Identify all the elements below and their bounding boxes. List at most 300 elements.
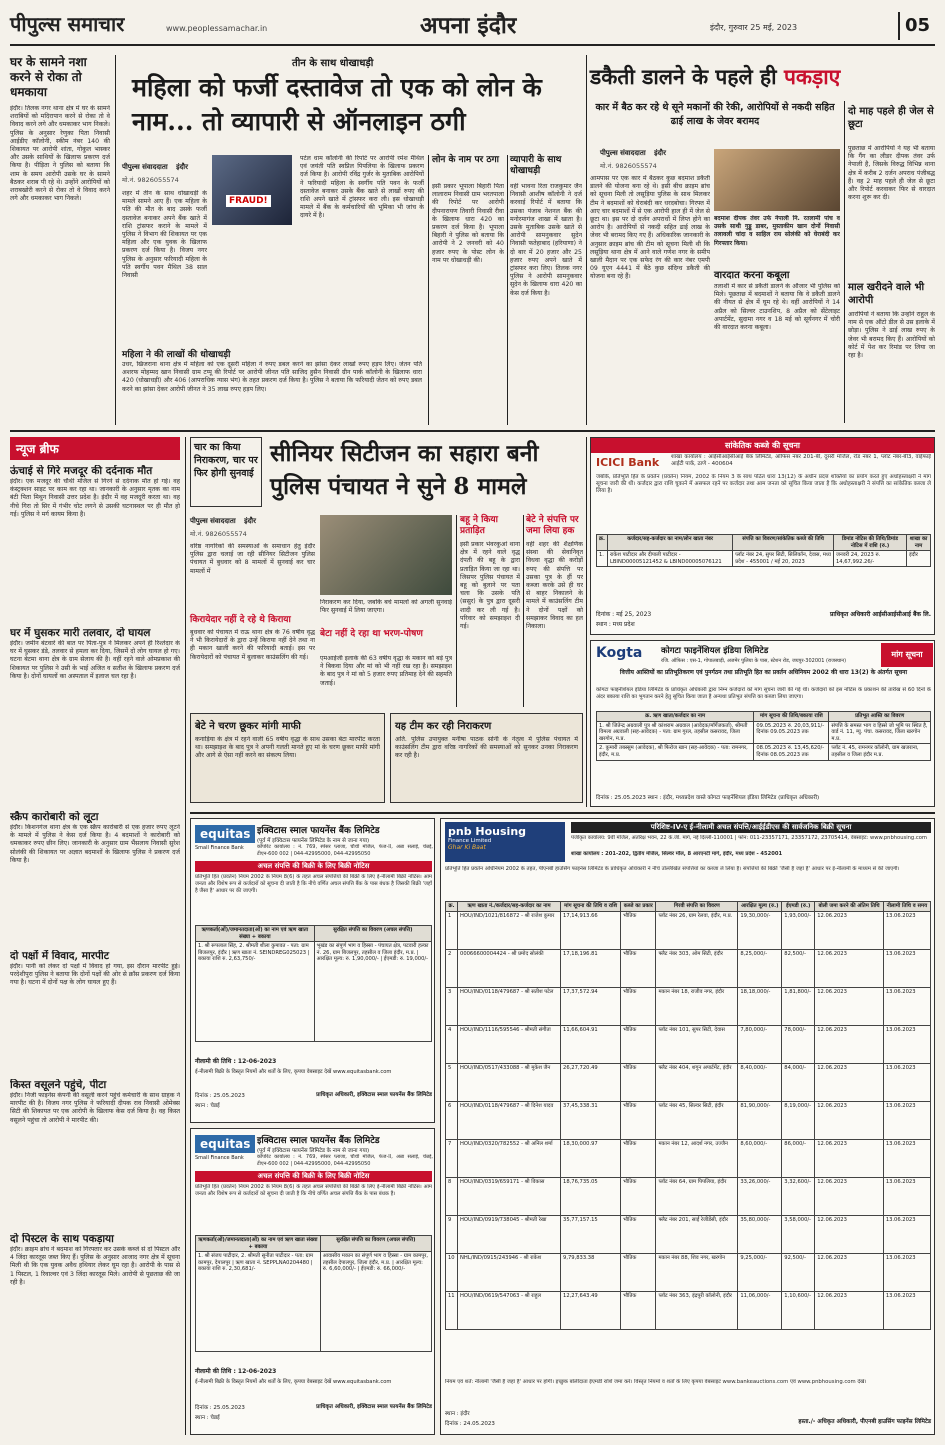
brief-body: इंदौर। क्राइम ब्रांच ने बदमाश को गिरफ्तार कर उसके कब्जे से दो पिस्टल और 4 जिंदा कारतूस जब्त किए हैं। पुलिस के अनुसार आजाद नगर क्षेत्र में सूचना मिली थी कि एक युवक अवैध हथियार लेकर घूम रहा है। आरोपी के पास से 1 पिस्टल, 1 रिवाल्वर एवं 3 जिंदा कारतूस मिले। आरोपी से पूछताछ की जा रही है। bbox=[10, 1246, 180, 1286]
brand-sub: Finance Limited bbox=[448, 838, 492, 844]
ad-title: अचल संपत्ति की बिक्री के लिए बिक्री नोटिस bbox=[195, 1171, 432, 1182]
ad-table bbox=[596, 534, 931, 567]
side-head: दो माह पहले ही जेल से छूटा bbox=[848, 106, 934, 130]
cell: भौतिक bbox=[621, 1139, 656, 1177]
ad-place: स्थान : चेन्नई bbox=[195, 1415, 220, 1421]
cell: 13.06.2023 bbox=[883, 911, 930, 949]
c4-head: व्यापारी के साथ धोखाधड़ी bbox=[510, 155, 562, 176]
sub-head: वारदात करना कबूला bbox=[714, 270, 790, 281]
col-header: नीलामी तिथि व समय bbox=[883, 902, 930, 912]
cell: 1. श्री जितेन्द्र अग्रवाली पुत्र श्री कांशराम अग्रवाल (आवेदक/मॉर्गेजकर्ता), श्रीमती विमला अग्रवाली (सह-आवेदक) - पता: ग्राम गुरल, तहसील कसरावद, जिला खरगोन, म.प्र. bbox=[597, 721, 754, 744]
cell: प्लॉट नंबर 363, इंद्रपुरी कॉलोनी, इंदौर bbox=[656, 1291, 738, 1329]
notice: प्रतिभूति हित (प्रवर्तन) नियम 2002 के नियम 8(6) के तहत अचल संपत्तियों की बिक्री के लिए ई-नीलामी बिक्री नोटिस। आम जनता और विशेष रूप से कर्जदारों को सूचना दी जाती है कि नीचे वर्णित अचल संपत्ति बैंक के पास बंधक है जिसकी बिक्री 'जहाँ है जैसा है' आधार पर की जाएगी। bbox=[195, 874, 432, 894]
brief-headline: घर में घुसकर मारी तलवार, दो घायल bbox=[10, 627, 151, 639]
cell: 35,77,157.15 bbox=[561, 1215, 621, 1253]
cell: HOU/IND/0619/547063 - श्री राहुल bbox=[458, 1291, 561, 1329]
byline-mobile: मो.नं. 9826055574 bbox=[190, 530, 247, 538]
box-body: कनाड़िया के क्षेत्र में रहने वाली 65 वर्षीय वृद्धा के साथ उसका बेटा मारपीट करता था। समझाइश के बाद पुत्र ने अपनी गलती मानते हुए मां के चरण छूकर माफी मांगी और आगे से ऐसा नहीं करने का संकल्प लिया। bbox=[195, 736, 380, 760]
brand-logo: pnb Housing bbox=[448, 825, 527, 838]
cell: 2. कुमारी तबस्सुम (आवेदक), श्री फिरोज खान (सह-आवेदक) - पता: रामनगर, इंदौर, म.प्र. bbox=[597, 744, 754, 760]
ad-sign: हस्ता./- अधिकृत अधिकारी, पीएनबी हाउसिंग फाइनेंस लिमिटेड bbox=[798, 1419, 931, 1425]
brand-sub: Small Finance Bank bbox=[195, 1155, 244, 1161]
masthead bbox=[10, 8, 935, 46]
cell: NHL/IND/0915/243946 - श्री राकेश bbox=[458, 1253, 561, 1291]
brief-item bbox=[10, 627, 180, 807]
cell: 13.06.2023 bbox=[883, 1139, 930, 1177]
cell: 33,26,000/- bbox=[738, 1177, 782, 1215]
brand-logo: equitas bbox=[195, 1135, 255, 1153]
terms: नियम एवं शर्तें: नीलामी 'जैसी है जहां है' आधार पर होगी। इच्छुक बोलीदाता ईएमडी राशि जमा करें। विस्तृत नियमों व शर्तों के लिए कृपया वेबसाइट www.bankeauctions.com एवं www.pnbhousing.com देखें। bbox=[445, 1379, 867, 1385]
col-divider bbox=[586, 437, 587, 807]
col-divider bbox=[844, 101, 845, 423]
cell: 18,76,735.05 bbox=[561, 1177, 621, 1215]
table-row bbox=[597, 744, 931, 760]
table-row bbox=[446, 1253, 931, 1291]
cell: 86,000/- bbox=[782, 1139, 815, 1177]
cell: 8,60,000/- bbox=[738, 1139, 782, 1177]
regd-office: पंजीकृत कार्यालय: 9वीं मंजिल, अंतरिक्ष भवन, 22 के.जी. मार्ग, नई दिल्ली-110001 | फोन: 011-23357171, 23357172, 23705414, वेबसाइट: www.pnbhousing.com bbox=[571, 835, 927, 841]
col-header: क्र. ऋण खाता/कर्जदार का नाम bbox=[597, 712, 754, 722]
byline bbox=[600, 149, 666, 158]
col-header: शाखा का नाम bbox=[907, 535, 931, 551]
cell: 11 bbox=[446, 1291, 458, 1329]
branch-office: शाखा कार्यालय : 201-202, द्वितीय मंजिल, सिल्वर मॉल, 8 आरएनटी मार्ग, इंदौर, मध्य प्रदेश - 452001 bbox=[571, 851, 783, 857]
ad-title: अचल संपत्ति की बिक्री के लिए बिक्री नोटिस bbox=[195, 861, 432, 872]
ad-kogta bbox=[590, 640, 935, 807]
cell: 10 bbox=[446, 1253, 458, 1291]
cell: भौतिक bbox=[621, 1177, 656, 1215]
brief-headline: दो पक्षों में विवाद, मारपीट bbox=[10, 950, 110, 962]
box-team bbox=[390, 713, 583, 803]
pnb-table bbox=[445, 901, 931, 1330]
masthead-website[interactable]: www.peoplessamachar.in bbox=[166, 24, 268, 33]
deck: कार में बैठ कर रहे थे सूने मकानों की रेकी, आरोपियों से नकदी सहित ढाई लाख के जेवर बरामद bbox=[595, 102, 835, 127]
byline-mobile: मो.नं. 9826055574 bbox=[600, 162, 657, 170]
sub-body: उधर, खिजराना थाना क्षेत्र में महिला को एक दूसरी महिला ने रुपए डबल करने का झांसा देकर लाखों रुपए हड़प लिए। जेतन पति अशरफ मोहम्मद खान निवासी ग्राम टप्पू की रिपोर्ट पर आरोपी जीनत पति साजिद हुसैन निवासी ग्रीन पार्क कॉलोनी के खिलाफ धारा 420 (धोखाधड़ी) और 406 (आपराधिक न्यास भंग) के तहत प्रकरण दर्ज किया है। पुलिस ने बताया कि फरियादी जेतन को रुपए डबल करने का झांसा देकर आरोपी जीनत ने 35 लाख रुपए हड़प लिए। bbox=[122, 361, 422, 393]
notice: कोगटा फाइनेंशियल इंडिया लिमिटेड के प्राधिकृत अधिकारी द्वारा निम्न कर्जदारों को मांग सूचना जारी की गई थी। कर्जदारों को इस नोटिस के प्रकाशन की तारीख से 60 दिनों के अंदर बकाया राशि का भुगतान करने हेतु सूचित किया जाता है अन्यथा प्रतिभूत संपत्ति का कब्जा लिया जाएगा। bbox=[596, 687, 931, 700]
photo-label: FRAUD! bbox=[226, 195, 271, 207]
cell: प्लॉट नंबर 101, सुपर सिटी, देवास bbox=[656, 1025, 738, 1063]
ad-date: दिनांक : 25.05.2023 bbox=[195, 1093, 245, 1099]
table-row bbox=[446, 987, 931, 1025]
cell: 1,93,000/- bbox=[782, 911, 815, 949]
table-row bbox=[196, 942, 432, 1042]
brand-logo: ICICI Bank bbox=[596, 456, 660, 469]
cell: प्लॉट नंबर 24, सुपर सिटी, सिलिकॉन, देवास, मध्य प्रदेश - 455001 / मई 20, 2023 bbox=[733, 551, 834, 567]
cell: 19,30,000/- bbox=[738, 911, 782, 949]
cell: HOU/IND/0118/479687 - श्री सतीश पटेल bbox=[458, 987, 561, 1025]
photo-caption: बदमाश दीपक तंवर उर्फ नेपाली नि. रतलामी पांच व उसके साथी गुड्डू डाबर, मुस्ताकीम खान दोनों निवासी तलावली चांदा व साहिल राय सोलंकी को घेराबंदी कर गिरफ्तार किया। bbox=[714, 215, 840, 247]
news-brief-title: न्यूज ब्रीफ bbox=[10, 437, 180, 460]
formerly: (पूर्व में इक्विटास फायनेंस लिमिटेड के नाम से जाना गया) bbox=[257, 838, 370, 844]
cell: भौतिक bbox=[621, 1291, 656, 1329]
brief-body: इंदौर। एक मजदूर की चौथी मंजिल से गिरने से दर्दनाक मौत हो गई। वह कंस्ट्रक्शन साइट पर काम कर रहा था। जानकारी के अनुसार मृतक का नाम बंटी पिता मिथुन निवासी उत्तर प्रदेश है। इंदौर में वह मजदूरी करता था। वह नीचे गिरा तो सिर में गंभीर चोट लगने से उसकी घटनास्थल पर ही मौत हो गई। पुलिस ने मर्ग कायम किया है। bbox=[10, 478, 180, 518]
ad-sign: प्राधिकृत अधिकारी, इक्विटास स्माल फायनेंस बैंक लिमिटेड bbox=[316, 1404, 432, 1410]
h-beta: बेटे ने संपत्ति पर जमा लिया हक bbox=[526, 515, 579, 536]
cell: 78,000/- bbox=[782, 1025, 815, 1063]
col-divider bbox=[456, 515, 457, 707]
company-name: कोगटा फाइनेंशियल इंडिया लिमिटेड bbox=[661, 646, 769, 656]
cell: 92,500/- bbox=[782, 1253, 815, 1291]
cell: फ्लैट नंबर 404, शगुन अपार्टमेंट, इंदौर bbox=[656, 1063, 738, 1101]
ad-place: स्थान : मध्य प्रदेश bbox=[596, 621, 635, 628]
cell: फ्लैट नंबर 201, साईं रेजीडेंसी, इंदौर bbox=[656, 1215, 738, 1253]
b-maint: एमआईजी इलाके की 63 वर्षीय वृद्धा के मकान को बड़े पुत्र ने बिकवा दिया और मां को भी नहीं रख रहा है। समझाइश के बाद पुत्र ने मां को 5 हजार रुपए प्रतिमाह देने की सहमति जताई। bbox=[320, 655, 452, 687]
ad-table bbox=[596, 711, 931, 761]
brand-block bbox=[445, 822, 565, 862]
cell: 17,14,913.66 bbox=[561, 911, 621, 949]
c3-body: इसी प्रकार भूपाला बिहारी पिता लालाराम निवासी ग्राम भरतपाला की रिपोर्ट पर आरोपी दीपनारायण तिवारी निवासी रीवा के खिलाफ धारा 420 का प्रकरण दर्ज किया है। भूपाला बिहारी ने पुलिस को बताया कि आरोपी ने 2 जनवरी को 40 हजार रुपए के पोस्ट लोन के नाम पर धोखाधड़ी की। bbox=[432, 183, 504, 264]
section-rule bbox=[190, 812, 935, 814]
ad-place: स्थान : इंदौर bbox=[445, 1411, 470, 1417]
cell: 5 bbox=[446, 1063, 458, 1101]
cell: 2 bbox=[446, 949, 458, 987]
cell: HOU/IND/0517/433088 - श्री मुकेश जैन bbox=[458, 1063, 561, 1101]
col-header: ईएमडी (रु.) bbox=[782, 902, 815, 912]
col-header: मांग सूचना की तिथि/बकाया राशि bbox=[754, 712, 829, 722]
ad-url[interactable]: ई-नीलामी बिक्री के विस्तृत नियमों और शर्तों के लिए, कृपया वेबसाइट देखें www.equitasbank.com bbox=[195, 1379, 392, 1385]
box-head: यह टीम कर रही निराकरण bbox=[395, 721, 492, 732]
formerly: (पूर्व में इक्विटास फायनेंस लिमिटेड के नाम से जाना गया) bbox=[257, 1148, 370, 1154]
ad-date: दिनांक : मई 25, 2023 bbox=[596, 611, 652, 618]
b-bahu: इसी प्रकार भंवरकुआं थाना क्षेत्र में रहने वाले वृद्ध दंपती की बहू के द्वारा प्रताड़ित किया जा रहा था। जिसपर पुलिस पंचायत में बहू को बुलाने पर पता चला कि उसके पति (ससुर) के पुत्र द्वारा दूसरी शादी कर ली गई है। परिवार को समझाइश दी गई। bbox=[460, 541, 520, 631]
cell: 12.06.2023 bbox=[815, 1139, 884, 1177]
cell: 13.06.2023 bbox=[883, 1063, 930, 1101]
b-rent: बुधवार को पंचायत में राऊ थाना क्षेत्र के 76 वर्षीय वृद्ध ने भी किरायेदारों के द्वारा उन्हें किराया नहीं देने तथा ना ही मकान खाली करने की फरियादी बताई। इस पर किरायेदारों को पंचायत में बुलाकर काउंसलिंग की गई। bbox=[190, 629, 315, 661]
headline: घर के सामने नशा करने से रोका तो धमकाया bbox=[10, 55, 87, 99]
cell: 12.06.2023 bbox=[815, 987, 884, 1025]
ad-place: स्थान : चेन्नई bbox=[195, 1103, 220, 1109]
ad-title: वित्तीय आस्तियों का प्रतिभूतिकरण एवं पुनर्गठन तथा प्रतिभूति हित का प्रवर्तन अधिनियम 2002 की धारा 13(2) के अंतर्गत सूचना bbox=[619, 669, 908, 676]
table-row bbox=[446, 1063, 931, 1101]
ad-table-wrap bbox=[596, 534, 931, 567]
cell: 12.06.2023 bbox=[815, 1215, 884, 1253]
brief-item bbox=[10, 1079, 180, 1229]
c4-body: वहीं भावना रिता राजकुमार जैन निवासी आशीष कॉलोनी ने दर्ज करवाई रिपोर्ट में बताया कि उसका पंजाब नेशनल बैंक की मनोरमागंज शाखा में खाता है। उसके मुताबिक उसके खाते से आरोपी सामनुकवार सुदेन निवासी फतेहाबाद (हरियाणा) ने दो बार में 20 हजार और 25 हजार रुपए अपने खाते में ट्रांसफर करा लिए। तिलक नगर पुलिस ने आरोपी सामनुकवार सुदेन के खिलाफ धारा 420 का केस दर्ज किया है। bbox=[510, 183, 582, 297]
table-row bbox=[446, 1025, 931, 1063]
col-header: कब्जे का प्रकार bbox=[621, 902, 656, 912]
cell: 84,000/- bbox=[782, 1063, 815, 1101]
table-row bbox=[446, 911, 931, 949]
ad-table-wrap bbox=[195, 1235, 432, 1352]
ad-table-wrap bbox=[195, 925, 432, 1042]
cell: 37,45,338.31 bbox=[561, 1101, 621, 1139]
col-divider bbox=[185, 437, 186, 1435]
headline-accent: पकड़ाए bbox=[783, 64, 841, 89]
h-maint: बेटा नहीं दे रहा था भरण-पोषण bbox=[320, 629, 423, 639]
news-brief bbox=[10, 437, 180, 1435]
cell: भौतिक bbox=[621, 1063, 656, 1101]
col-header: मांग सूचना की तिथि व राशि bbox=[561, 902, 621, 912]
ad-tag: मांग सूचना bbox=[881, 643, 933, 667]
byline bbox=[190, 517, 256, 526]
cell: भूखंड का संपूर्ण भाग व हिस्सा - पंचायत क्षेत्र, पटवारी हल्का नं. 26, ग्राम बिजलपुर, तहसील व जिला इंदौर, म.प्र. | आरक्षित मूल्य: रु. 1,90,000/- | ईएमडी: रु. 19,000/- bbox=[314, 942, 431, 1042]
cell: 7 bbox=[446, 1139, 458, 1177]
company-name: इक्विटास स्माल फायनेंस बैंक लिमिटेड bbox=[257, 826, 380, 836]
cell: 8,25,000/- bbox=[738, 949, 782, 987]
suspects-photo bbox=[714, 149, 840, 211]
table-row bbox=[446, 1215, 931, 1253]
side-body: पूछताछ में आरोपियों ने यह भी बताया कि गैंग का लीडर दीपक तंवर उर्फ नेपाली है, जिसके विरुद्ध विभिन्न थाना क्षेत्र में करीब 2 दर्जन अपराध पंजीबद्ध हैं। वह 2 माह पहले ही जेल से छूटा और रिपोर्ट करवाकर फिर से वारदात करना शुरू कर दी। bbox=[848, 145, 935, 202]
cell: 8,19,000/- bbox=[782, 1101, 815, 1139]
brief-headline: ऊंचाई से गिरे मजदूर की दर्दनाक मौत bbox=[10, 465, 153, 477]
ad-footer: दिनांक : 25.05.2023 स्थान : इंदौर, मध्यप्रदेश वास्ते कोगटा फाइनेंशियल इंडिया लिमिटेड (प्राधिकृत अधिकारी) bbox=[596, 795, 820, 801]
side-kicker: चार का किया निराकरण, चार पर फिर होगी सुनवाई bbox=[190, 437, 262, 507]
auction-date: नीलामी की तिथि : 12-06-2023 bbox=[195, 1058, 277, 1065]
cell: भौतिक bbox=[621, 1025, 656, 1063]
table-row bbox=[446, 1291, 931, 1329]
dacoity-story bbox=[590, 55, 935, 425]
brief-body: इंदौर। निजी फाइनेंस कंपनी की वसूली करने पहुंचे कर्मचारी के साथ ग्राहक ने मारपीट की है। विजय नगर पुलिस ने फरियादी दीपक राव निवासी ओमेक्स सिटी की शिकायत पर एक आरोपी के खिलाफ केस दर्ज किया है। वह किस्त वसूलने पहुंचा तो आरोपी ने मारपीट की। bbox=[10, 1092, 180, 1124]
cell: 11,66,604.91 bbox=[561, 1025, 621, 1063]
photo-caption: निराकरण कर दिया, जबकि बचे मामलों को अगली सुनवाई फिर सुनवाई में लिया जाएगा। bbox=[320, 599, 452, 615]
table-row bbox=[446, 949, 931, 987]
cell: 3 bbox=[446, 987, 458, 1025]
col1-story bbox=[10, 55, 110, 425]
h-bahu: बहू ने किया प्रताड़ित bbox=[460, 515, 498, 536]
cell: भौतिक bbox=[621, 987, 656, 1025]
cell: मकान नंबर 88, शिव नगर, खरगोन bbox=[656, 1253, 738, 1291]
byline-city: इंदौर bbox=[244, 517, 256, 525]
section-rule bbox=[10, 430, 935, 432]
cell: HOU/IND/0320/782552 - श्री अनिल शर्मा bbox=[458, 1139, 561, 1177]
notice: प्रतिभूति हित प्रवर्तन अधिनियम 2002 के तहत, पीएनबी हाउसिंग फाइनेंस लिमिटेड के प्राधिकृत अधिकारी ने नीचे उल्लिखित संपत्तियों का कब्जा ले लिया है। संपत्तियों की बिक्री 'जैसी है जहां है' आधार पर ई-नीलामी के माध्यम से की जाएगी। bbox=[445, 866, 900, 872]
body-1: वरिष्ठ नागरिकों की समस्याओं के समाधान हेतु इंदौर पुलिस द्वारा चलाई जा रही सीनियर सिटीजन पुलिस पंचायत में बुधवार को 8 मामलों में सुनवाई कर चार मामलों में bbox=[190, 543, 315, 575]
cell: प्लॉट नंबर 64, ग्राम पिपलिया, इंदौर bbox=[656, 1177, 738, 1215]
cell: 13.06.2023 bbox=[883, 1253, 930, 1291]
byline-mobile: मो.नं. 9826055574 bbox=[122, 176, 179, 184]
byline-name: पीपुल्स संवाददाता bbox=[600, 149, 646, 157]
ad-title: सांकेतिक कब्जे की सूचना bbox=[591, 438, 934, 453]
senior-story bbox=[190, 437, 583, 807]
cell: 12.06.2023 bbox=[815, 1025, 884, 1063]
cell: मकान नंबर 12, आदर्श नगर, उज्जैन bbox=[656, 1139, 738, 1177]
table-row bbox=[446, 1139, 931, 1177]
cell: 13.06.2023 bbox=[883, 1291, 930, 1329]
cell: 82,500/- bbox=[782, 949, 815, 987]
box-apology bbox=[190, 713, 385, 803]
cell: 6 bbox=[446, 1101, 458, 1139]
brief-headline: दो पिस्टल के साथ पकड़ाया bbox=[10, 1233, 114, 1245]
col-header: कर्जदार/सह-कर्जदार का नाम/लोन खाता नंबर bbox=[607, 535, 732, 551]
brief-item bbox=[10, 465, 180, 623]
cell: 13.06.2023 bbox=[883, 1025, 930, 1063]
cell: 1. श्री संजय पाटीदार, 2. श्रीमती सुनीता पाटीदार - पता: ग्राम कामपुर, देपालपुर | ऋण खाता नं. SEPPLNA0204480 | बकाया राशि रु. 2,30,681/- bbox=[196, 1252, 321, 1352]
cell: 3,32,600/- bbox=[782, 1177, 815, 1215]
col-header: प्रतिभूत आस्ति का विवरण bbox=[829, 712, 931, 722]
brief-item bbox=[10, 950, 180, 1075]
cell: 1 bbox=[446, 911, 458, 949]
appendix-title: परिशिष्ट-IV-ए ई-नीलामी अचल संपत्ति/आईईडीएस की सार्वजनिक बिक्री सूचना bbox=[571, 822, 931, 833]
cell: 08.05.2023 रु. 13,45,620/- दिनांक 08.05.2023 तक bbox=[754, 744, 829, 760]
cell: 12.06.2023 bbox=[815, 1177, 884, 1215]
cell: भौतिक bbox=[621, 1215, 656, 1253]
col-header: बोली जमा करने की अंतिम तिथि bbox=[815, 902, 884, 912]
office: कॉर्पोरेट कार्यालय : नं. 769, स्पेंसर प्लाजा, चौथी मंजिल, फेज-II, अन्ना सलाई, चेन्नई, टीएन-600 002 | 044-42995000, 044-42995050 bbox=[257, 844, 433, 857]
c3-head: लोन के नाम पर ठगा bbox=[432, 155, 500, 165]
cell: 13.06.2023 bbox=[883, 1177, 930, 1215]
cell: प्लॉट नं. 45, रामनगर कॉलोनी, ग्राम खजराना, तहसील व जिला इंदौर म.प्र. bbox=[829, 744, 931, 760]
cell: 4 bbox=[446, 1025, 458, 1063]
table-row bbox=[446, 1177, 931, 1215]
headline: सीनियर सिटीजन का सहारा बनी पुलिस पंचायत ने सुने 8 मामले bbox=[270, 440, 539, 500]
ad-table-wrap bbox=[445, 901, 931, 1330]
cell: 12.06.2023 bbox=[815, 1253, 884, 1291]
cell: प्लॉट नंबर 26, ग्राम रेलवा, इंदौर, म.प्र. bbox=[656, 911, 738, 949]
ad-sign: प्राधिकृत अधिकारी, इक्विटास स्माल फायनेंस बैंक लिमिटेड bbox=[316, 1092, 432, 1098]
b-beta: वहीं शहर की शैक्षणिक संस्था की सेवानिवृत विधवा वृद्धा की करोड़ों रुपए की संपत्ति पर उसका पुत्र के हीं पर कब्जा करके उसे ही घर से बाहर निकालने के मामले में काउंसलिंग टीम ने दोनों पक्षों को समझाकर विवाद का हल निकाला। bbox=[526, 541, 583, 631]
ad-equitas bbox=[190, 1128, 435, 1435]
brief-body: इंदौर। पानी को लेकर दो पक्षों में विवाद हो गया, इस दौरान मारपीट हुई। परदेशीपुरा पुलिस ने बताया कि दोनों पक्षों की ओर से क्रॉस प्रकरण दर्ज किया गया है। घटना में दोनों पक्ष के लोग घायल हुए हैं। bbox=[10, 963, 180, 987]
table-row bbox=[196, 1252, 432, 1352]
cell: भौतिक bbox=[621, 911, 656, 949]
cell: 18,18,000/- bbox=[738, 987, 782, 1025]
byline-city: इंदौर bbox=[654, 149, 666, 157]
ad-url[interactable]: ई-नीलामी बिक्री के विस्तृत नियमों और शर्तों के लिए, कृपया वेबसाइट देखें www.equitasbank.com bbox=[195, 1069, 392, 1075]
notice: प्रतिभूति हित (प्रवर्तन) नियम 2002 के नियम 8(6) के तहत अचल संपत्तियों की बिक्री के लिए ई-नीलामी बिक्री नोटिस। आम जनता और विशेष रूप से कर्जदारों को सूचना दी जाती है कि नीचे वर्णित अचल संपत्ति बैंक के पास बंधक है। bbox=[195, 1184, 432, 1197]
cell: 1,10,600/- bbox=[782, 1291, 815, 1329]
headline: महिला को फर्जी दस्तावेज तो एक को लोन के नाम... तो व्यापारी से ऑनलाइन ठगी bbox=[132, 73, 542, 136]
sub-body: तलाशी में कार से डकैती डालने के औजार भी पुलिस को मिले। पूछताछ में बदमाशों ने बताया कि वे डकैती डालने की नीयत से क्षेत्र में घूम रहे थे। वहीं आरोपियों ने 14 अप्रैल को सिल्वर टाउनशिप, 8 अप्रैल को सेंटेलाइट अपार्टमेंट, सुदामा नगर व 18 मई को सूर्यनगर में चोरी की वारदात करना कबूला। bbox=[714, 283, 840, 332]
panchayat-photo bbox=[320, 515, 452, 595]
cell: HOU/IND/1021/816872 - श्री राजेश कुमार bbox=[458, 911, 561, 949]
cell: 12.06.2023 bbox=[815, 1291, 884, 1329]
cell: 13.06.2023 bbox=[883, 1215, 930, 1253]
brand-tagline: Ghar Ki Baat bbox=[448, 844, 486, 851]
box-body: अति. पुलिस उपायुक्त मनीषा पाठक सोनी के नेतृत्व में पुलिस पंचायत में काउंसलिंग टीम द्वारा वरिष्ठ नागरिकों की समस्याओं को सुनकर उनका निराकरण कर रही है। bbox=[395, 736, 578, 760]
cell: 18,30,000.97 bbox=[561, 1139, 621, 1177]
body-text: इंदौर। तिलक नगर थाना क्षेत्र में घर के सामने शराबियों को मदिरापान करने से रोका तो वे विवाद करने लगे और धमकाकर भाग निकले। पुलिस के अनुसार रेणुका पिता निवासी आईडीए काॅलोनी, स्कीम नंबर 140 की शिकायत पर आरोपी शांता, गोकुल भास्कर और उसके साथियों के खिलाफ प्रकरण दर्ज किया है। पीड़िता ने पुलिस को बताया कि शाम के समय आरोपी उसके घर के सामने बैठकर शराब पी रहे थे। उन्होंने आरोपियों को शराबखोरी करने से रोका तो वे विवाद करने लगे और धमकाकर भाग निकले। bbox=[10, 105, 110, 203]
auction-date: नीलामी की तिथि : 12-06-2023 bbox=[195, 1368, 277, 1375]
cell: 81,90,000/- bbox=[738, 1101, 782, 1139]
cell: 12.06.2023 bbox=[815, 911, 884, 949]
ad-pnb bbox=[440, 818, 935, 1435]
office: कॉर्पोरेट कार्यालय : नं. 769, स्पेंसर प्लाजा, चौथी मंजिल, फेज-II, अन्ना सलाई, चेन्नई, टीएन-600 002 | 044-42995000, 044-42995050 bbox=[257, 1154, 433, 1167]
cell: HOU/IND/0919/738045 - श्रीमती रेखा bbox=[458, 1215, 561, 1253]
cell: 12.06.2023 bbox=[815, 949, 884, 987]
cell: 8 bbox=[446, 1177, 458, 1215]
brief-body: इंदौर। किशनगंज थाना क्षेत्र के एक स्क्रैप कारोबारी से एक हजार रुपए लूटने के मामले में पुलिस ने केस दर्ज किया है। 4 बदमाशों ने कारोबारी को धमकाकर रुपए छीन लिए। जानकारी के अनुसार ग्राम भैंसलाय निवासी सुरेश सोलंकी की शिकायत पर अज्ञात बदमाशों के खिलाफ पुलिस ने प्रकरण दर्ज किया है। bbox=[10, 824, 180, 864]
address: रजि. ऑफिस : एस-1, गोपालबाड़ी, अजमेर पुलिया के पास, स्टेशन रोड, जयपुर-302001 (राजस्थान) bbox=[661, 658, 847, 664]
cell: 26,27,720.49 bbox=[561, 1063, 621, 1101]
ad-table bbox=[195, 1235, 432, 1352]
col-divider bbox=[523, 515, 524, 707]
h-rent: किरायेदार नहीं दे रहे थे किराया bbox=[190, 615, 291, 625]
cell: 09.05.2023 रु. 20,03,911/- दिनांक 09.05.2023 तक bbox=[754, 721, 829, 744]
cell: जनवरी 24, 2023 रु. 14,67,992.26/- bbox=[833, 551, 906, 567]
body-col-2: पटेल धाम कॉलोनी की रिपोर्ट पर आरोपी रमेश मैथिल एवं जयंती पति स्वप्निल पिपलिया के खिलाफ प्रकरण दर्ज किया है। आरोपी रविंद्र गुर्जर के मुताबिक आरोपियों ने फरियादी महिला के स्वर्गीय पति पवन के फर्जी दस्तावेज बनाकर उसके बैंक खाते से लाखों रुपए की राशि अपने खाते में ट्रांसफर करा ली। इस धोखाधड़ी मामले में बैंक के कर्मचारियों की भूमिका भी जांच के दायरे में है। bbox=[300, 155, 424, 220]
cell: इंदौर bbox=[907, 551, 931, 567]
cell: 11,06,000/- bbox=[738, 1291, 782, 1329]
col-divider bbox=[586, 55, 587, 425]
brand-logo: Kogta bbox=[596, 645, 643, 661]
cell: भौतिक bbox=[621, 1101, 656, 1139]
cell: 1,81,800/- bbox=[782, 987, 815, 1025]
col-header: आरक्षित मूल्य (रु.) bbox=[738, 902, 782, 912]
col-divider bbox=[115, 55, 116, 425]
col-header: ऋण खाता नं./कर्जदार/सह-कर्जदार का नाम bbox=[458, 902, 561, 912]
table-row bbox=[597, 721, 931, 744]
company-name: इक्विटास स्माल फायनेंस बैंक लिमिटेड bbox=[257, 1136, 380, 1146]
cell: 8,40,000/- bbox=[738, 1063, 782, 1101]
col-divider bbox=[428, 155, 429, 425]
ad-equitas bbox=[190, 818, 435, 1123]
cell: मकान नंबर 18, राजीव नगर, इंदौर bbox=[656, 987, 738, 1025]
office: शाखा कार्यालय : आईसीआईसीआई बैंक लिमिटेड, ऑफिस नंबर 201-बी, दूसरी मंजिल, रोड नंबर 1, प्लॉट नंबर-बी3, वाईफाई आईटी पार्क, ठाणे - 400604 bbox=[671, 454, 931, 467]
cell: 35,80,000/- bbox=[738, 1215, 782, 1253]
table-row bbox=[446, 1101, 931, 1139]
cell: 17,18,196.81 bbox=[561, 949, 621, 987]
cell: 13.06.2023 bbox=[883, 1101, 930, 1139]
masthead-logo: पीपुल्स समाचार bbox=[10, 12, 125, 36]
body: आमपास पर एक कार में बैठकर कुछ बदमाश डकैती डालने की योजना बना रहे थे। इसी बीच क्राइम ब्रांच को सूचना मिली तो लसूड़िया पुलिस के साथ मिलकर टीम ने बदमाशों को घेराबंदी कर धरदबोचा। गिरफ्त में आए चार बदमाशों में से एक आरोपी हाल ही में जेल से छूटा था। इस पर दो दर्जन अपराधों में लिप्त होने का आरोप है। आरोपियों से नकदी सहित ढाई लाख के जेवर भी बरामद किए गए हैं। अधिकारिक जानकारी के अनुसार क्राइम ब्रांच की टीम को सूचना मिली थी कि लसूड़िया थाना क्षेत्र में आने वाले गणेश नगर के समीप खाली मैदान पर एक सफेद रंग की कार नंबर एमपी 09 यूएन 4441 में बैठे कुछ संदिग्ध डकैती की योजना बना रहे हैं। bbox=[590, 175, 710, 281]
cell: फ्लैट नंबर 303, ओम सिटी, इंदौर bbox=[656, 949, 738, 987]
notice: जबकि, प्रतिभूति हित के प्रवर्तन (प्रवर्तन) नियम, 2002 के नियम 3 के साथ पठित धारा 13(12) के अधीन प्रदत्त शक्तियों का प्रयोग करते हुए अधोहस्ताक्षरी ने मांग सूचना जारी की थी। कर्जदार द्वारा राशि चुकाने में असफल रहने पर कर्जदार तथा आम जनता को सूचित किया जाता है कि अधोहस्ताक्षरी ने संपत्ति का सांकेतिक कब्जा ले लिया है। bbox=[596, 474, 931, 494]
headline bbox=[590, 63, 840, 91]
cell: HOU/IND/0118/479687 - श्री दिनेश यादव bbox=[458, 1101, 561, 1139]
cell: आवासीय मकान का संपूर्ण भाग व हिस्सा - ग्राम कामपुर, तहसील देपालपुर, जिला इंदौर, म.प्र. | आरक्षित मूल्य: रु. 6,60,000/- | ईएमडी: रु. 66,000/- bbox=[320, 1252, 431, 1352]
fraud-photo bbox=[212, 155, 292, 225]
cell: 1. श्री रूपलाल सिंह, 2. श्रीमती शीला कुमावत - पता: ग्राम बिजलपुर, इंदौर | ऋण खाता नं. SEINDREG025023 | बकाया राशि रु. 2,63,750/- bbox=[196, 942, 315, 1042]
col-header: ऋणकर्ता(ओं)/जमानतदाता(ओं) का नाम एवं ऋण खाता संख्या + बकाया bbox=[196, 926, 315, 942]
col-header: डिमांड नोटिस की तिथि/डिमांड नोटिस में राशि (रु.) bbox=[833, 535, 906, 551]
byline-name: पीपुल्स संवाददाता bbox=[122, 163, 168, 171]
cell: भौतिक bbox=[621, 1253, 656, 1291]
ad-table-wrap bbox=[596, 711, 931, 761]
cell: 9 bbox=[446, 1215, 458, 1253]
cell: 1. bbox=[597, 551, 608, 567]
brief-headline: स्क्रैप कारोबारी को लूटा bbox=[10, 811, 99, 823]
brand-logo: equitas bbox=[195, 825, 255, 843]
headline-main: डकैती डालने के पहले ही bbox=[590, 64, 777, 89]
cell: 13.06.2023 bbox=[883, 987, 930, 1025]
ad-date: दिनांक : 25.05.2023 bbox=[195, 1405, 245, 1411]
brief-body: इंदौर। जमीन बंटवारे की बात पर पिता-पुत्र ने मिलकर अपने ही रिश्तेदार के घर में घुसकर डंडे, तलवार से हमला कर दिया, जिसमें दो लोग घायल हो गए। घटना बेटमा थाना क्षेत्र के ग्राम सेलाय की है। वहीं रहने वाले ओमप्रकाश की शिकायत पर पुलिस ने उसी के भाई अजित व सतीश के खिलाफ प्रकरण दर्ज किया है। दोनों घायलों का अस्पताल में इलाज चल रहा है। bbox=[10, 640, 180, 680]
cell: राकेश पाटीदार और दीपाली पाटीदार - LBIND00005121452 & LBIND00005076121 bbox=[607, 551, 732, 567]
cell: संपत्ति के समस्त भाग व हिस्से जो भूमि पर स्थित है, वार्ड नं. 11, म्यु. पंचा. कसरावद, जिला खरगोन म.प्र. bbox=[829, 721, 931, 744]
byline-city: इंदौर bbox=[176, 163, 188, 171]
brief-item bbox=[10, 1233, 180, 1413]
byline-name: पीपुल्स संवाददाता bbox=[190, 517, 236, 525]
cell: 9,25,000/- bbox=[738, 1253, 782, 1291]
table-row bbox=[597, 551, 931, 567]
brief-headline: किस्त वसूलने पहुंचे, पीटा bbox=[10, 1079, 107, 1091]
body-col-1: शहर में तीन के साथ धोखाधड़ी के मामले सामने आए हैं। एक महिला के पति की मौत के बाद उसके फर्जी दस्तावेज बनाकर अपने बैंक खाते में राशि ट्रांसफर कराने के मामले में पुलिस ने विभाग की शिकायत पर एक महिला और एक युवक के खिलाफ प्रकरण दर्ज किया है। विजय नगर पुलिस के अनुसार फरियादी महिला के पति स्वर्गीय पवन मैथिल 38 साल निवासी bbox=[122, 190, 207, 280]
cell: 12.06.2023 bbox=[815, 1063, 884, 1101]
cell: भौतिक bbox=[621, 949, 656, 987]
box-head: बेटे ने चरण छूकर मांगी माफी bbox=[195, 721, 301, 732]
col-header: सुरक्षित संपत्ति का विवरण (अचल संपत्ति) bbox=[314, 926, 431, 942]
side-body-2: आरोपियों ने बताया कि उन्होंने राहुल के नाम से एक ऑटो डील से उस इलाके में छोड़ा। पुलिस ने ढाई लाख रुपए के जेवर भी बरामद किए हैं। आरोपियों को कोर्ट में पेश कर रिमांड पर लिया जा रहा है। bbox=[848, 311, 935, 360]
col-header: ऋणकर्ता(ओं)/जमानतदाता(ओं) का नाम एवं ऋण खाता संख्या + बकाया bbox=[196, 1236, 321, 1252]
col-divider bbox=[507, 155, 508, 425]
col-header: क्र. bbox=[597, 535, 608, 551]
section-title: अपना इंदौर bbox=[420, 12, 517, 39]
col-header: गिरवी संपत्ति का विवरण bbox=[656, 902, 738, 912]
dateline: इंदौर, गुरुवार 25 मई, 2023 bbox=[710, 23, 798, 32]
ad-icici bbox=[590, 437, 935, 635]
byline bbox=[122, 163, 188, 172]
cell: 12,27,643.49 bbox=[561, 1291, 621, 1329]
brand-sub: Small Finance Bank bbox=[195, 845, 244, 851]
cell: प्लॉट नंबर 45, सिल्वर सिटी, इंदौर bbox=[656, 1101, 738, 1139]
side-head-2: माल खरीदने वाले भी आरोपी bbox=[848, 282, 925, 306]
kicker: तीन के साथ धोखाधड़ी bbox=[292, 58, 374, 69]
brief-item bbox=[10, 811, 180, 946]
cell: 9,79,833.38 bbox=[561, 1253, 621, 1291]
col-header: संपत्ति का विवरण/सांकेतिक कब्जे की तिथि bbox=[733, 535, 834, 551]
sub-head: महिला ने की लाखों की धोखाधड़ी bbox=[122, 350, 231, 360]
